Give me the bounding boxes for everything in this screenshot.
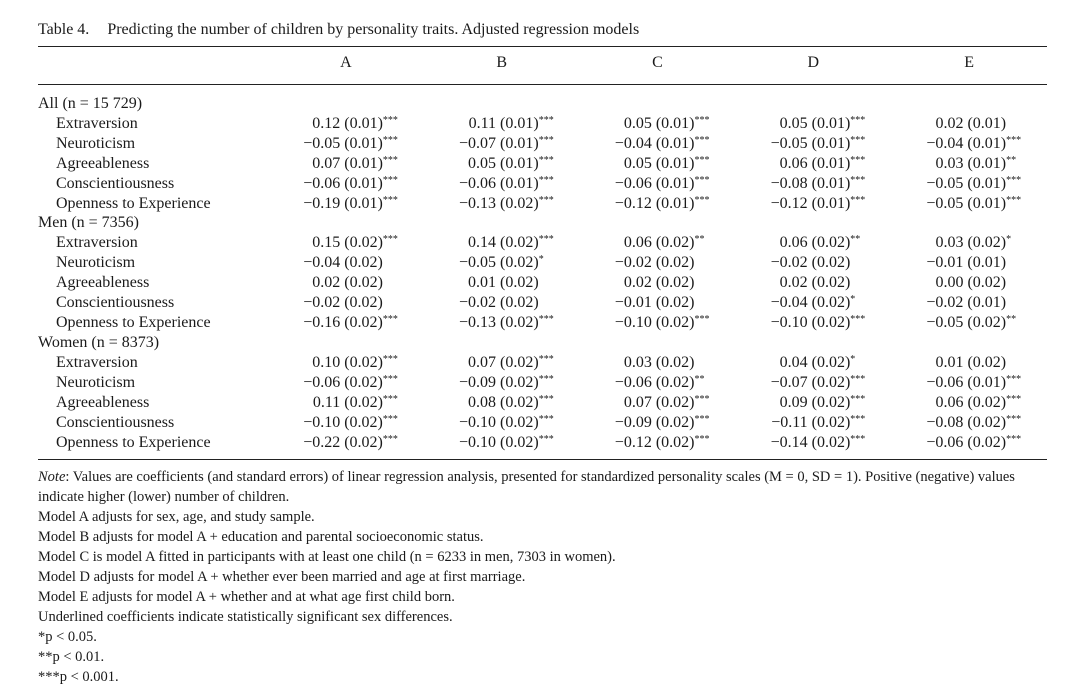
trait-label: Neuroticism bbox=[56, 134, 136, 152]
empty-cell bbox=[268, 213, 424, 233]
coefficient-value: −0.04 (0.01) bbox=[614, 134, 695, 152]
coefficient-cell bbox=[891, 194, 1047, 214]
coefficient-cell bbox=[580, 233, 736, 253]
empty-cell bbox=[891, 213, 1047, 233]
coefficient-cell bbox=[891, 134, 1047, 154]
significance-stars: *** bbox=[382, 194, 398, 206]
coefficient-value: 0.06 (0.02) bbox=[779, 234, 851, 252]
coefficient-value: −0.01 (0.02) bbox=[614, 294, 695, 312]
coefficient-cell bbox=[424, 273, 580, 293]
coefficient-value: 0.06 (0.02) bbox=[935, 393, 1007, 411]
coefficient-value: −0.05 (0.02) bbox=[926, 314, 1007, 332]
trait-label: Conscientiousness bbox=[56, 294, 175, 312]
coefficient-cell bbox=[580, 134, 736, 154]
coefficient-value: 0.05 (0.01) bbox=[468, 154, 539, 172]
coefficient-value: −0.05 (0.02) bbox=[459, 254, 539, 272]
significance-stars: *** bbox=[538, 154, 554, 166]
coefficient-value: −0.06 (0.01) bbox=[459, 174, 539, 192]
coefficient-value: 0.10 (0.02) bbox=[312, 353, 383, 371]
coefficient-cell bbox=[891, 273, 1047, 293]
significance-stars: *** bbox=[850, 154, 866, 166]
coefficient-value: −0.11 (0.02) bbox=[771, 413, 851, 431]
coefficient-value: −0.08 (0.01) bbox=[770, 174, 851, 192]
coefficient-value: −0.10 (0.02) bbox=[303, 413, 383, 431]
trait-label: Extraversion bbox=[56, 114, 138, 132]
significance-stars: *** bbox=[382, 154, 398, 166]
coefficient-cell bbox=[735, 194, 891, 214]
coefficient-cell bbox=[735, 313, 891, 333]
empty-cell bbox=[580, 333, 736, 353]
significance-stars: *** bbox=[1006, 134, 1022, 146]
significance-stars: * bbox=[538, 254, 544, 266]
coefficient-value: 0.02 (0.01) bbox=[935, 114, 1007, 132]
coefficient-cell bbox=[735, 413, 891, 433]
coefficient-cell bbox=[268, 313, 424, 333]
coefficient-value: −0.19 (0.01) bbox=[303, 194, 383, 212]
note-line: Model D adjusts for model A + whether ever been married and age at first marriage. bbox=[38, 569, 526, 585]
trait-label: Conscientiousness bbox=[56, 413, 175, 431]
coefficient-value: 0.15 (0.02) bbox=[312, 234, 383, 252]
coefficient-cell bbox=[735, 253, 891, 273]
significance-stars: *** bbox=[694, 433, 710, 445]
coefficient-cell bbox=[580, 433, 736, 453]
coefficient-cell bbox=[268, 373, 424, 393]
significance-stars: *** bbox=[538, 393, 554, 405]
note-line: Model B adjusts for model A + education and parental socioeconomic status. bbox=[38, 529, 484, 545]
coefficient-value: −0.06 (0.02) bbox=[614, 373, 695, 391]
coefficient-cell bbox=[580, 194, 736, 214]
table-row bbox=[38, 253, 1047, 273]
trait-label: Conscientiousness bbox=[56, 174, 175, 192]
coefficient-value: −0.10 (0.02) bbox=[459, 413, 539, 431]
significance-stars: *** bbox=[1006, 194, 1022, 206]
table-row bbox=[38, 154, 1047, 174]
empty-cell bbox=[735, 213, 891, 233]
significance-stars: *** bbox=[538, 433, 554, 445]
coefficient-value: 0.05 (0.01) bbox=[779, 114, 851, 132]
trait-label: Extraversion bbox=[56, 353, 138, 371]
coefficient-cell bbox=[424, 313, 580, 333]
header-model: C bbox=[652, 54, 663, 71]
table-row bbox=[38, 373, 1047, 393]
coefficient-cell bbox=[891, 373, 1047, 393]
header-model: B bbox=[496, 54, 508, 71]
bottom-rule bbox=[38, 459, 1047, 460]
coefficient-cell bbox=[735, 114, 891, 134]
coefficient-cell bbox=[580, 393, 736, 413]
coefficient-value: −0.13 (0.02) bbox=[459, 314, 539, 332]
significance-stars: ** bbox=[694, 373, 705, 385]
coefficient-cell bbox=[268, 194, 424, 214]
coefficient-cell bbox=[891, 293, 1047, 313]
coefficient-value: −0.06 (0.02) bbox=[926, 433, 1007, 451]
table-row bbox=[38, 413, 1047, 433]
coefficient-value: −0.01 (0.01) bbox=[926, 254, 1007, 272]
significance-stars: ** bbox=[850, 234, 861, 246]
coefficient-value: 0.09 (0.02) bbox=[779, 393, 851, 411]
coefficient-cell bbox=[268, 233, 424, 253]
group-label: Women (n = 8373) bbox=[38, 333, 160, 351]
trait-label: Openness to Experience bbox=[56, 194, 211, 212]
significance-stars: *** bbox=[850, 114, 866, 126]
significance-stars: *** bbox=[694, 174, 710, 186]
significance-stars: *** bbox=[850, 373, 866, 385]
table-row bbox=[38, 293, 1047, 313]
coefficient-cell bbox=[268, 353, 424, 373]
coefficient-value: 0.01 (0.02) bbox=[935, 353, 1007, 371]
group-row bbox=[38, 94, 1047, 114]
significance-stars: *** bbox=[538, 114, 554, 126]
coefficient-value: −0.07 (0.01) bbox=[459, 134, 539, 152]
significance-stars: *** bbox=[382, 174, 398, 186]
trait-label: Agreeableness bbox=[56, 154, 150, 172]
table-row bbox=[38, 313, 1047, 333]
significance-stars: *** bbox=[538, 353, 554, 365]
group-row bbox=[38, 213, 1047, 233]
significance-stars: ** bbox=[1006, 314, 1017, 326]
coefficient-cell bbox=[580, 273, 736, 293]
significance-stars: *** bbox=[382, 314, 398, 326]
coefficient-cell bbox=[424, 353, 580, 373]
significance-stars: *** bbox=[850, 174, 866, 186]
coefficient-value: −0.10 (0.02) bbox=[770, 314, 851, 332]
significance-stars: *** bbox=[694, 393, 710, 405]
empty-cell bbox=[424, 94, 580, 114]
empty-cell bbox=[580, 213, 736, 233]
note-line: ***p < 0.001. bbox=[38, 669, 119, 685]
coefficient-value: 0.06 (0.01) bbox=[779, 154, 851, 172]
coefficient-cell bbox=[891, 253, 1047, 273]
coefficient-cell bbox=[891, 393, 1047, 413]
significance-stars: *** bbox=[382, 114, 398, 126]
coefficient-cell bbox=[580, 253, 736, 273]
coefficient-value: −0.06 (0.01) bbox=[303, 174, 383, 192]
table-label: Table 4. bbox=[38, 21, 90, 38]
coefficient-value: 0.02 (0.02) bbox=[623, 274, 695, 292]
coefficient-cell bbox=[424, 253, 580, 273]
coefficient-value: 0.14 (0.02) bbox=[468, 234, 539, 252]
coefficient-cell bbox=[891, 433, 1047, 453]
empty-cell bbox=[891, 94, 1047, 114]
significance-stars: *** bbox=[382, 353, 398, 365]
coefficient-cell bbox=[735, 293, 891, 313]
note-line: Model A adjusts for sex, age, and study sample. bbox=[38, 509, 315, 525]
table-row bbox=[38, 273, 1047, 293]
coefficient-cell bbox=[580, 353, 736, 373]
coefficient-value: −0.06 (0.02) bbox=[303, 373, 383, 391]
coefficient-value: −0.12 (0.02) bbox=[614, 433, 695, 451]
coefficient-cell bbox=[424, 373, 580, 393]
header-model: E bbox=[964, 54, 974, 71]
empty-cell bbox=[735, 94, 891, 114]
coefficient-cell bbox=[735, 154, 891, 174]
table-row bbox=[38, 134, 1047, 154]
coefficient-value: −0.12 (0.01) bbox=[614, 194, 695, 212]
spacer-row bbox=[38, 74, 1047, 94]
coefficient-value: −0.06 (0.01) bbox=[614, 174, 695, 192]
coefficient-cell bbox=[735, 273, 891, 293]
table-row bbox=[38, 393, 1047, 413]
coefficient-cell bbox=[424, 233, 580, 253]
coefficient-cell bbox=[735, 433, 891, 453]
coefficient-cell bbox=[268, 134, 424, 154]
significance-stars: *** bbox=[1006, 174, 1022, 186]
coefficient-cell bbox=[424, 174, 580, 194]
coefficient-cell bbox=[580, 373, 736, 393]
coefficient-cell bbox=[268, 114, 424, 134]
note-line: Model C is model A fitted in participants with at least one child (n = 6233 in men, 7303 in women). bbox=[38, 549, 616, 565]
significance-stars: *** bbox=[382, 234, 398, 246]
significance-stars: *** bbox=[1006, 413, 1022, 425]
trait-label: Agreeableness bbox=[56, 393, 150, 411]
empty-cell bbox=[268, 333, 424, 353]
significance-stars: *** bbox=[538, 234, 554, 246]
coefficient-value: 0.03 (0.02) bbox=[623, 353, 695, 371]
table-row bbox=[38, 114, 1047, 134]
coefficient-cell bbox=[735, 393, 891, 413]
coefficient-value: 0.12 (0.01) bbox=[312, 114, 383, 132]
note-line: **p < 0.01. bbox=[38, 649, 105, 665]
coefficient-value: −0.05 (0.01) bbox=[303, 134, 383, 152]
coefficient-cell bbox=[424, 393, 580, 413]
header-model: A bbox=[340, 54, 352, 71]
significance-stars: *** bbox=[1006, 393, 1022, 405]
table-row bbox=[38, 233, 1047, 253]
table-body bbox=[38, 74, 1047, 453]
coefficient-cell bbox=[580, 174, 736, 194]
coefficient-value: −0.09 (0.02) bbox=[614, 413, 695, 431]
significance-stars: *** bbox=[850, 134, 866, 146]
coefficient-cell bbox=[268, 273, 424, 293]
coefficient-value: −0.02 (0.02) bbox=[459, 294, 539, 312]
significance-stars: *** bbox=[694, 134, 710, 146]
significance-stars: *** bbox=[382, 134, 398, 146]
coefficient-value: 0.03 (0.02) bbox=[935, 234, 1007, 252]
coefficient-cell bbox=[268, 393, 424, 413]
coefficient-value: −0.02 (0.02) bbox=[770, 254, 851, 272]
table-caption bbox=[38, 20, 639, 40]
coefficient-cell bbox=[424, 114, 580, 134]
significance-stars: * bbox=[850, 353, 856, 365]
empty-cell bbox=[891, 333, 1047, 353]
significance-stars: *** bbox=[694, 154, 710, 166]
coefficient-value: −0.04 (0.01) bbox=[926, 134, 1007, 152]
coefficient-cell bbox=[735, 353, 891, 373]
coefficient-value: −0.09 (0.02) bbox=[459, 373, 539, 391]
coefficient-value: −0.04 (0.02) bbox=[303, 254, 383, 272]
coefficient-cell bbox=[268, 154, 424, 174]
coefficient-cell bbox=[580, 154, 736, 174]
empty-cell bbox=[268, 94, 424, 114]
significance-stars: *** bbox=[850, 314, 866, 326]
significance-stars: *** bbox=[538, 174, 554, 186]
significance-stars: *** bbox=[850, 393, 866, 405]
significance-stars: *** bbox=[538, 373, 554, 385]
coefficient-cell bbox=[580, 114, 736, 134]
coefficient-cell bbox=[891, 233, 1047, 253]
significance-stars: *** bbox=[538, 194, 554, 206]
coefficient-value: 0.11 (0.02) bbox=[312, 393, 383, 411]
table-row bbox=[38, 433, 1047, 453]
coefficient-cell bbox=[268, 293, 424, 313]
trait-label: Openness to Experience bbox=[56, 433, 211, 451]
coefficient-cell bbox=[891, 413, 1047, 433]
coefficient-value: 0.02 (0.02) bbox=[779, 274, 851, 292]
significance-stars: *** bbox=[850, 194, 866, 206]
coefficient-cell bbox=[268, 174, 424, 194]
significance-stars: *** bbox=[694, 194, 710, 206]
coefficient-value: 0.01 (0.02) bbox=[468, 274, 539, 292]
note-line: Underlined coefficients indicate statistically significant sex differences. bbox=[38, 609, 453, 625]
coefficient-cell bbox=[891, 174, 1047, 194]
significance-stars: *** bbox=[1006, 373, 1022, 385]
coefficient-value: 0.04 (0.02) bbox=[779, 353, 851, 371]
coefficient-cell bbox=[268, 433, 424, 453]
significance-stars: *** bbox=[538, 413, 554, 425]
coefficient-cell bbox=[424, 293, 580, 313]
coefficient-value: 0.06 (0.02) bbox=[623, 234, 695, 252]
coefficient-value: 0.08 (0.02) bbox=[468, 393, 539, 411]
coefficient-cell bbox=[268, 413, 424, 433]
note-line: Model E adjusts for model A + whether and at what age first child born. bbox=[38, 589, 455, 605]
significance-stars: *** bbox=[1006, 433, 1022, 445]
empty-cell bbox=[424, 333, 580, 353]
empty-cell bbox=[580, 94, 736, 114]
spacer-cell bbox=[38, 74, 1047, 94]
coefficient-value: −0.07 (0.02) bbox=[770, 373, 851, 391]
significance-stars: ** bbox=[1006, 154, 1017, 166]
coefficient-value: −0.05 (0.01) bbox=[770, 134, 851, 152]
trait-label: Neuroticism bbox=[56, 373, 136, 391]
coefficient-cell bbox=[268, 253, 424, 273]
table-header bbox=[38, 52, 1047, 74]
table-row bbox=[38, 174, 1047, 194]
significance-stars: *** bbox=[382, 433, 398, 445]
coefficient-value: −0.05 (0.01) bbox=[926, 174, 1007, 192]
coefficient-cell bbox=[891, 154, 1047, 174]
coefficient-value: 0.05 (0.01) bbox=[623, 114, 695, 132]
coefficient-value: −0.14 (0.02) bbox=[770, 433, 851, 451]
coefficient-cell bbox=[735, 373, 891, 393]
coefficient-cell bbox=[735, 174, 891, 194]
coefficient-value: −0.22 (0.02) bbox=[303, 433, 383, 451]
coefficient-value: −0.02 (0.01) bbox=[926, 294, 1007, 312]
table-notes bbox=[38, 467, 1050, 687]
significance-stars: *** bbox=[538, 134, 554, 146]
significance-stars: *** bbox=[694, 114, 710, 126]
regression-table bbox=[38, 52, 1047, 453]
significance-stars: * bbox=[850, 294, 856, 306]
note-paragraph bbox=[38, 467, 1050, 507]
coefficient-cell bbox=[891, 114, 1047, 134]
significance-stars: *** bbox=[850, 433, 866, 445]
coefficient-cell bbox=[424, 154, 580, 174]
significance-stars: *** bbox=[382, 393, 398, 405]
coefficient-cell bbox=[891, 353, 1047, 373]
note-text: : Values are coefficients (and standard errors) of linear regression analysis, presented for standardized personality scales (M = 0, SD = 1). Positive (negative) values indicate higher (lower) number of children. bbox=[38, 469, 1015, 505]
coefficient-cell bbox=[580, 293, 736, 313]
coefficient-value: −0.13 (0.02) bbox=[459, 194, 539, 212]
group-label: Men (n = 7356) bbox=[38, 214, 140, 232]
empty-cell bbox=[735, 333, 891, 353]
significance-stars: *** bbox=[694, 314, 710, 326]
note-label: Note bbox=[38, 469, 66, 485]
coefficient-value: 0.07 (0.02) bbox=[623, 393, 695, 411]
coefficient-value: −0.06 (0.01) bbox=[926, 373, 1007, 391]
coefficient-value: −0.10 (0.02) bbox=[459, 433, 539, 451]
coefficient-value: 0.07 (0.02) bbox=[468, 353, 539, 371]
table-title: Predicting the number of children by personality traits. Adjusted regression models bbox=[107, 21, 640, 38]
coefficient-value: −0.05 (0.01) bbox=[926, 194, 1007, 212]
significance-stars: *** bbox=[694, 413, 710, 425]
significance-stars: *** bbox=[538, 314, 554, 326]
coefficient-value: 0.05 (0.01) bbox=[623, 154, 695, 172]
significance-stars: *** bbox=[382, 373, 398, 385]
group-label: All (n = 15 729) bbox=[38, 94, 143, 112]
coefficient-value: −0.02 (0.02) bbox=[303, 294, 383, 312]
coefficient-cell bbox=[735, 233, 891, 253]
coefficient-cell bbox=[580, 313, 736, 333]
significance-stars: *** bbox=[382, 413, 398, 425]
coefficient-cell bbox=[735, 134, 891, 154]
top-rule bbox=[38, 46, 1047, 47]
header-blank bbox=[38, 52, 268, 74]
header-model: D bbox=[807, 54, 820, 71]
trait-label: Neuroticism bbox=[56, 254, 136, 272]
coefficient-value: −0.04 (0.02) bbox=[770, 294, 851, 312]
coefficient-value: −0.16 (0.02) bbox=[303, 314, 383, 332]
group-row bbox=[38, 333, 1047, 353]
coefficient-value: −0.10 (0.02) bbox=[614, 314, 695, 332]
table-row bbox=[38, 194, 1047, 214]
coefficient-value: 0.00 (0.02) bbox=[935, 274, 1007, 292]
significance-stars: * bbox=[1006, 234, 1012, 246]
coefficient-value: −0.12 (0.01) bbox=[770, 194, 851, 212]
coefficient-value: −0.02 (0.02) bbox=[614, 254, 695, 272]
trait-label: Extraversion bbox=[56, 234, 138, 252]
coefficient-cell bbox=[580, 413, 736, 433]
coefficient-cell bbox=[891, 313, 1047, 333]
coefficient-value: −0.08 (0.02) bbox=[926, 413, 1007, 431]
coefficient-value: 0.07 (0.01) bbox=[312, 154, 383, 172]
trait-label: Openness to Experience bbox=[56, 314, 211, 332]
coefficient-value: 0.11 (0.01) bbox=[468, 114, 539, 132]
trait-label: Agreeableness bbox=[56, 274, 150, 292]
significance-stars: ** bbox=[694, 234, 705, 246]
coefficient-value: 0.02 (0.02) bbox=[312, 274, 383, 292]
table-row bbox=[38, 353, 1047, 373]
coefficient-cell bbox=[424, 413, 580, 433]
note-line: *p < 0.05. bbox=[38, 629, 97, 645]
coefficient-cell bbox=[424, 134, 580, 154]
coefficient-cell bbox=[424, 433, 580, 453]
empty-cell bbox=[424, 213, 580, 233]
coefficient-value: 0.03 (0.01) bbox=[935, 154, 1007, 172]
coefficient-cell bbox=[424, 194, 580, 214]
significance-stars: *** bbox=[850, 413, 866, 425]
